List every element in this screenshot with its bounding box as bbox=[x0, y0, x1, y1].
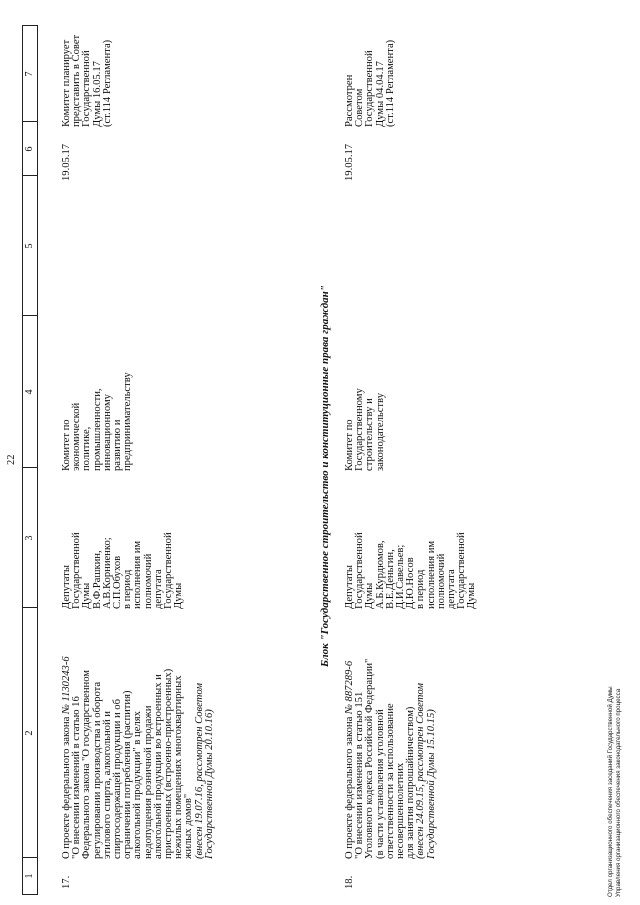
bill-title-text: Государственной Думы 15.10.15) bbox=[425, 709, 437, 859]
note-line: представить в Совет bbox=[71, 34, 83, 127]
bill-initiators bbox=[62, 532, 184, 609]
note-line: (ст.114 Регламента) bbox=[384, 39, 396, 127]
initiator-line: в период bbox=[122, 569, 134, 609]
bill-title-text: пристроенных (встроенно-пристроенных) bbox=[163, 668, 175, 859]
status-note bbox=[345, 40, 396, 127]
footer-line: Управления организационного обеспечения законодательного процесса bbox=[614, 688, 622, 897]
footer-line: Отдел организационного обеспечения заседаний Государственной Думы bbox=[607, 686, 614, 897]
committee-line: промышленности, bbox=[91, 388, 103, 471]
block-title: Блок "Государственное строительство и конституционные права граждан" bbox=[319, 285, 331, 667]
bill-title-text: регулировании производства и оборота bbox=[91, 681, 103, 859]
committee-line: развитию и bbox=[112, 419, 124, 471]
column-header-row bbox=[22, 25, 38, 895]
bill-title-text: Федерального закона "О государственном bbox=[81, 670, 93, 859]
committee-line: предпринимательству bbox=[122, 372, 134, 471]
initiator-line: Государственной bbox=[163, 532, 175, 609]
responsible-committee bbox=[345, 388, 386, 471]
committee-line: Комитет по bbox=[61, 419, 72, 471]
initiator-line: А.Б.Курдюмов, bbox=[374, 540, 386, 609]
bill-number: № 1130243-6 bbox=[61, 656, 72, 715]
bill-title-text: Уголовного кодекса Российской Федерации" bbox=[364, 658, 376, 859]
bill-title-text: этилового спирта, алкогольной и bbox=[101, 711, 113, 859]
bill-title-text: (внесен 24.09.15, рассмотрен Советом bbox=[415, 683, 427, 859]
column-header-2: 2 bbox=[23, 607, 37, 858]
column-header-6: 6 bbox=[23, 121, 37, 176]
committee-line: строительству и bbox=[364, 398, 376, 471]
initiator-line: Думы bbox=[364, 582, 376, 609]
initiator-line: Думы bbox=[81, 582, 93, 609]
bill-title-text: алкогольной продукции" в целях bbox=[132, 711, 144, 859]
initiator-line: исполнения им bbox=[425, 540, 437, 609]
initiator-line: Думы bbox=[173, 582, 185, 609]
footer bbox=[607, 686, 622, 897]
initiator-line: в период bbox=[415, 569, 427, 609]
date: 19.05.17 bbox=[344, 143, 355, 181]
initiator-line: Д.И.Савельев; bbox=[395, 544, 407, 609]
page-number: 22 bbox=[6, 454, 17, 465]
note-line: Государственной bbox=[364, 50, 376, 127]
note-line: Государственной bbox=[81, 50, 93, 127]
bill-title-text: ответственности за использование bbox=[384, 703, 396, 859]
date: 19.05.17 bbox=[61, 143, 72, 181]
bill-title-text: "О внесении изменения в статью 151 bbox=[354, 691, 366, 859]
note-line: Рассмотрен bbox=[344, 74, 355, 127]
bill-title-text: ограничении потребления (распития) bbox=[122, 690, 134, 859]
bill-title-text: (внесен 19.07.16, рассмотрен Советом bbox=[193, 683, 205, 859]
initiator-line: С.П.Обухов bbox=[112, 555, 124, 609]
bill-title-text: Государственной Думы 20.10.16) bbox=[203, 709, 215, 859]
bill-title-text: О проекте федерального закона bbox=[61, 714, 72, 859]
bill-initiators bbox=[345, 532, 478, 609]
bill-title bbox=[345, 659, 437, 859]
initiator-line: исполнения им bbox=[132, 540, 144, 609]
initiator-line: В.Ф.Рашкин, bbox=[91, 550, 103, 609]
initiator-line: Государственной bbox=[354, 532, 366, 609]
committee-line: Комитет по bbox=[344, 419, 355, 471]
bill-title-line bbox=[205, 656, 215, 859]
note-line: (ст.114 Регламента) bbox=[101, 39, 113, 127]
note-line: Комитет планирует bbox=[61, 39, 72, 127]
bill-title-text: для занятия попрошайничеством) bbox=[405, 706, 417, 859]
bill-title-text: спиртосодержащей продукции и об bbox=[112, 699, 124, 859]
row-number: 17. bbox=[61, 875, 72, 889]
initiator-line: Депутаты bbox=[61, 565, 72, 609]
bill-title-text: несовершеннолетних bbox=[395, 762, 407, 859]
initiator-line: депутата bbox=[152, 569, 164, 609]
initiator-line: В.Е.Деньгин, bbox=[384, 549, 396, 609]
column-header-1: 1 bbox=[23, 857, 37, 894]
row-number: 18. bbox=[344, 875, 355, 889]
column-header-3: 3 bbox=[23, 467, 37, 608]
committee-line: Государственному bbox=[354, 388, 366, 471]
initiator-line: Думы bbox=[466, 582, 478, 609]
bill-title-text: (в части установления уголовной bbox=[374, 709, 386, 859]
committee-line: законодательству bbox=[374, 393, 386, 471]
bill-title-text: недопущения розничной продажи bbox=[142, 705, 154, 859]
responsible-committee bbox=[62, 372, 133, 471]
initiator-line: депутата bbox=[446, 569, 458, 609]
bill-title-text: алкогольной продукции во встроенных и bbox=[152, 674, 164, 859]
initiator-line: Государственной bbox=[456, 532, 468, 609]
bill-title-text: О проекте федерального закона bbox=[344, 714, 355, 859]
committee-line: экономической bbox=[71, 402, 83, 471]
initiator-line: Депутаты bbox=[344, 565, 355, 609]
column-header-4: 4 bbox=[23, 315, 37, 468]
bill-title-text: жилых домов" bbox=[183, 793, 195, 859]
bill-number: № 887289-6 bbox=[344, 660, 355, 715]
status-note bbox=[62, 35, 113, 127]
committee-line: политике, bbox=[81, 426, 93, 471]
bill-title bbox=[62, 656, 215, 859]
note-line: Думы 16.05.17 bbox=[91, 61, 103, 127]
committee-line: инновационному bbox=[101, 394, 113, 471]
note-line: Думы 04.04.17 bbox=[374, 61, 386, 127]
bill-title-text: нежилых помещениях многоквартирных bbox=[173, 675, 185, 859]
initiator-line: Государственной bbox=[71, 532, 83, 609]
bill-title-line bbox=[427, 659, 437, 859]
initiator-line: полномочий bbox=[142, 553, 154, 609]
initiator-line: Д.Ю.Носов bbox=[405, 557, 417, 609]
column-header-5: 5 bbox=[23, 175, 37, 316]
column-header-7: 7 bbox=[24, 71, 35, 77]
bill-title-text: "О внесении изменений в статью 16 bbox=[71, 696, 83, 859]
initiator-line: полномочий bbox=[435, 553, 447, 609]
initiator-line: А.В.Корниенко; bbox=[101, 537, 113, 609]
note-line: Советом bbox=[354, 88, 366, 127]
